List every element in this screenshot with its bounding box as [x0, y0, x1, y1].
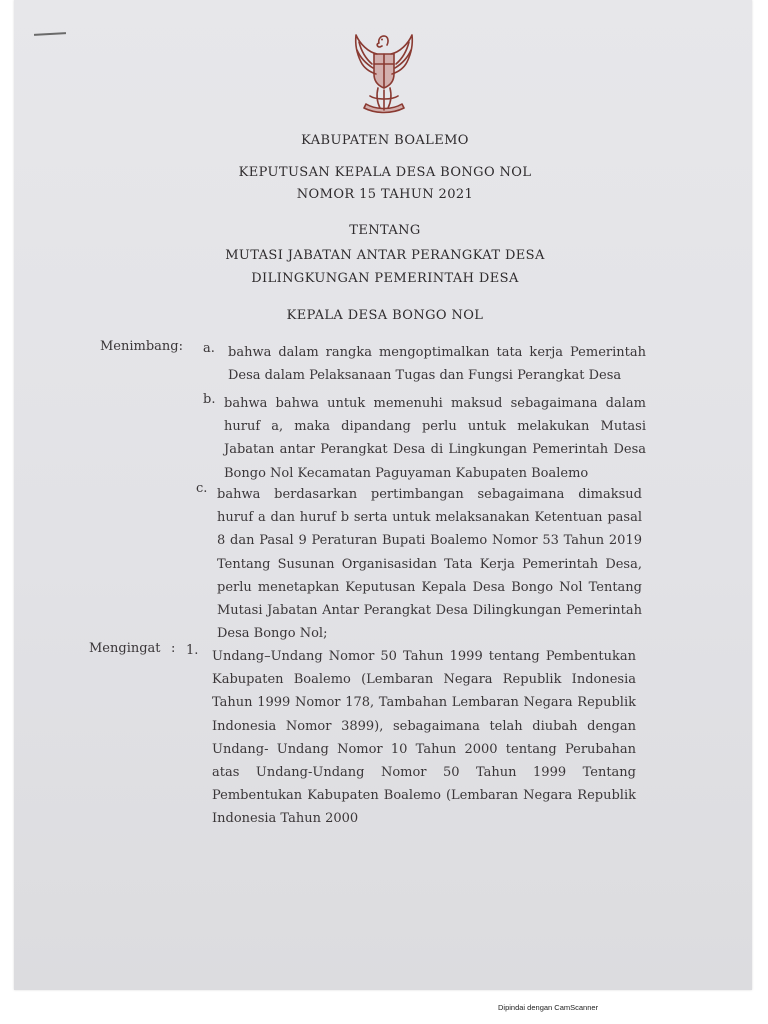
menimbang-label: Menimbang:: [100, 339, 184, 354]
regency-title: KABUPATEN BOALEMO: [301, 133, 469, 148]
mengingat-colon: :: [171, 641, 176, 656]
decree-number: NOMOR 15 TAHUN 2021: [296, 187, 474, 202]
issuer-title: KEPALA DESA BONGO NOL: [286, 308, 484, 323]
menimbang-item-c: bahwa berdasarkan pertimbangan sebagaimana dimaksud huruf a dan huruf b serta untuk melaksanakan Ketentuan pasal 8 dan Pasal 9 Peraturan Bupati Boalemo Nomor 53 Tahun 2019 Tentang Susunan Organisasidan Tata Kerja Pemerintah Desa, perlu menetapkan Keputusan Kepala Desa Bongo Nol Tentang Mutasi Jabatan Antar Perangkat Desa Dilingkungan Pemerintah Desa Bongo Nol;: [217, 487, 642, 642]
menimbang-marker-a: a.: [203, 341, 215, 356]
mengingat-marker-1: 1.: [186, 643, 199, 658]
about-label: TENTANG: [349, 223, 421, 238]
garuda-emblem-icon: [346, 30, 422, 122]
mengingat-item-1: Undang–Undang Nomor 50 Tahun 1999 tentang Pembentukan Kabupaten Boalemo (Lembaran Negara Republik Indonesia Tahun 1999 Nomor 178, Tambahan Lembaran Negara Republik Indonesia Nomor 3899), sebagaimana telah diubah dengan Undang- Undang Nomor 10 Tahun 2000 tentang Perubahan atas Undang-Undang Nomor 50 Tahun 1999 Tentang Pembentukan Kabupaten Boalemo (Lembaran Negara Republik Indonesia Tahun 2000: [212, 649, 636, 827]
mengingat-label: Mengingat: [89, 641, 161, 656]
subject-line-1: MUTASI JABATAN ANTAR PERANGKAT DESA: [225, 248, 545, 263]
subject-line-2: DILINGKUNGAN PEMERINTAH DESA: [251, 271, 519, 286]
menimbang-item-a: bahwa dalam rangka mengoptimalkan tata kerja Pemerintah Desa dalam Pelaksanaan Tugas dan Fungsi Perangkat Desa: [228, 345, 646, 384]
menimbang-marker-c: c.: [196, 481, 208, 496]
menimbang-marker-b: b.: [203, 392, 216, 407]
decree-title: KEPUTUSAN KEPALA DESA BONGO NOL: [238, 165, 532, 180]
scanner-watermark: Dipindai dengan CamScanner: [498, 1003, 599, 1012]
menimbang-item-b: bahwa bahwa untuk memenuhi maksud sebagaimana dalam huruf a, maka dipandang perlu untuk melakukan Mutasi Jabatan antar Perangkat Desa di Lingkungan Pemerintah Desa Bongo Nol Kecamatan Paguyaman Kabupaten Boalemo: [224, 396, 646, 481]
